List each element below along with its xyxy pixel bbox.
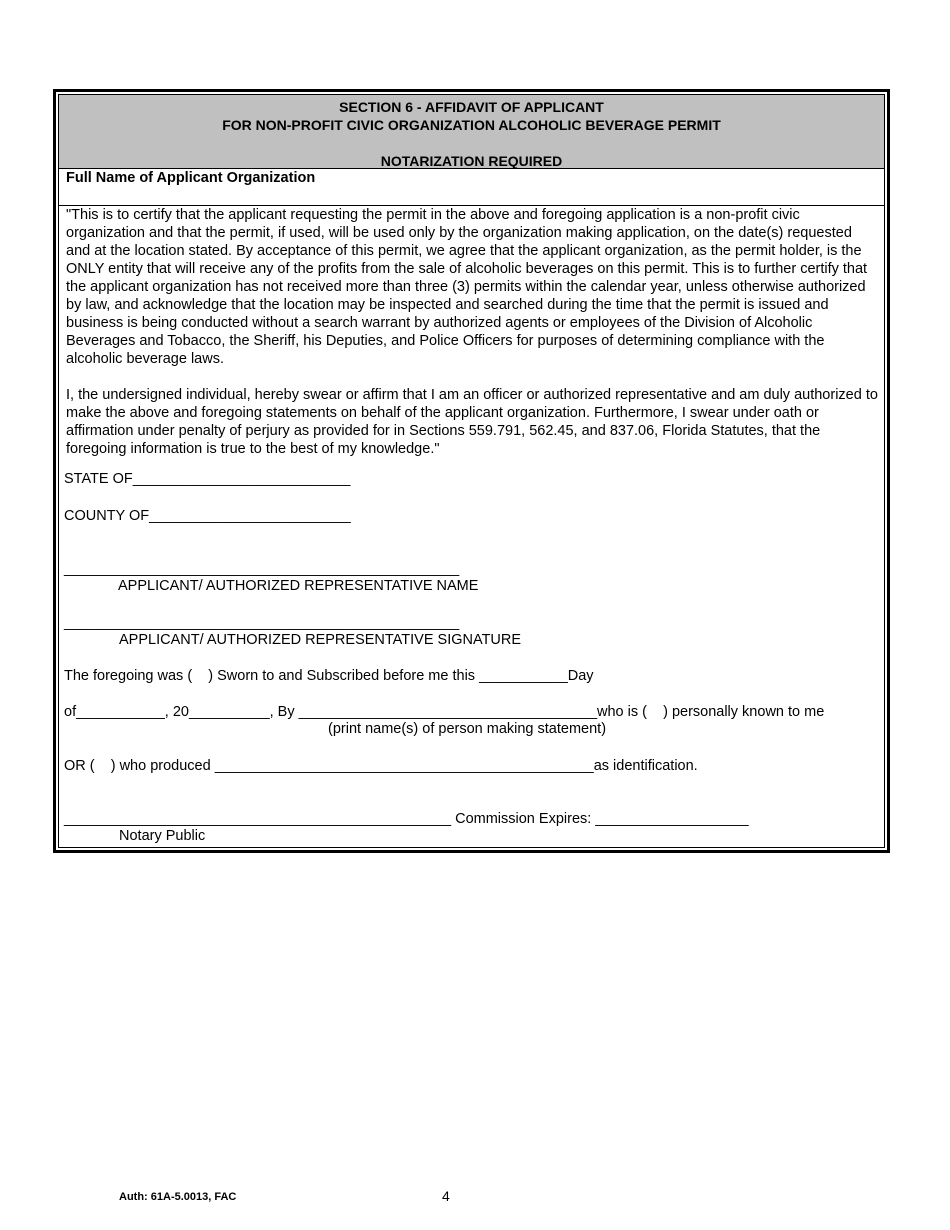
org-name-label: Full Name of Applicant Organization — [66, 170, 316, 186]
certification-paragraph: "This is to certify that the applicant requesting the permit in the above and foregoing application is a non-profit civic organization and that the permit, if used, will be used only by the organization making application, on the date(s) requested and at the location stated. By acceptance of this permit, we agree that the applicant organization, as the permit holder, is the ONLY entity that will receive any of the profits from the sale of alcoholic beverages on this permit. This is to further certify that the applicant organization has not received more than three (3) permits within the calendar year, unless otherwise authorized by law, and acknowledge that the location may be inspected and searched during the time that the permit is issued and business is being conducted without a search warrant by authorized agents or employees of the Division of Alcoholic Beverages and Tobacco, the Sheriff, his Deputies, and Police Officers for purposes of determining compliance with the alcoholic beverage laws. — [66, 207, 868, 367]
section-subtitle: FOR NON-PROFIT CIVIC ORGANIZATION ALCOHOLIC BEVERAGE PERMIT — [222, 117, 721, 133]
rep-signature-line[interactable]: _________________________________________________ — [64, 615, 460, 631]
page-number: 4 — [442, 1188, 450, 1204]
notary-public-caption: Notary Public — [119, 828, 206, 844]
authority-citation: Auth: 61A-5.0013, FAC — [119, 1191, 237, 1203]
identification-line[interactable]: OR ( ) who produced _______________________________________________as identification. — [64, 758, 698, 774]
notarization-notice: NOTARIZATION REQUIRED — [380, 153, 563, 169]
date-and-name-line[interactable]: of___________, 20__________, By _____________________________________who is ( ) personally known to me — [64, 704, 825, 720]
org-name-field[interactable] — [59, 169, 884, 206]
rep-name-caption: APPLICANT/ AUTHORIZED REPRESENTATIVE NAME — [118, 578, 479, 594]
affidavit-body — [66, 206, 878, 458]
sworn-statement-line[interactable]: The foregoing was ( ) Sworn to and Subscribed before me this ___________Day — [64, 668, 594, 684]
print-name-caption: (print name(s) of person making statement) — [328, 721, 607, 737]
rep-name-line[interactable]: _________________________________________________ — [64, 561, 460, 577]
state-field[interactable]: STATE OF___________________________ — [64, 471, 351, 487]
notary-commission-line[interactable]: ________________________________________________ Commission Expires: ___________________ — [64, 811, 749, 827]
section-header — [59, 95, 884, 169]
rep-signature-caption: APPLICANT/ AUTHORIZED REPRESENTATIVE SIGNATURE — [119, 632, 522, 648]
section-title: SECTION 6 - AFFIDAVIT OF APPLICANT — [339, 99, 604, 115]
county-field[interactable]: COUNTY OF_________________________ — [64, 508, 351, 524]
oath-paragraph: I, the undersigned individual, hereby swear or affirm that I am an officer or authorized representative and am duly authorized to make the above and foregoing statements on behalf of the applicant organization. Furthermore, I swear under oath or affirmation under penalty of perjury as provided for in Sections 559.791, 562.45, and 837.06, Florida Statutes, that the foregoing information is true to the best of my knowledge." — [66, 387, 878, 457]
